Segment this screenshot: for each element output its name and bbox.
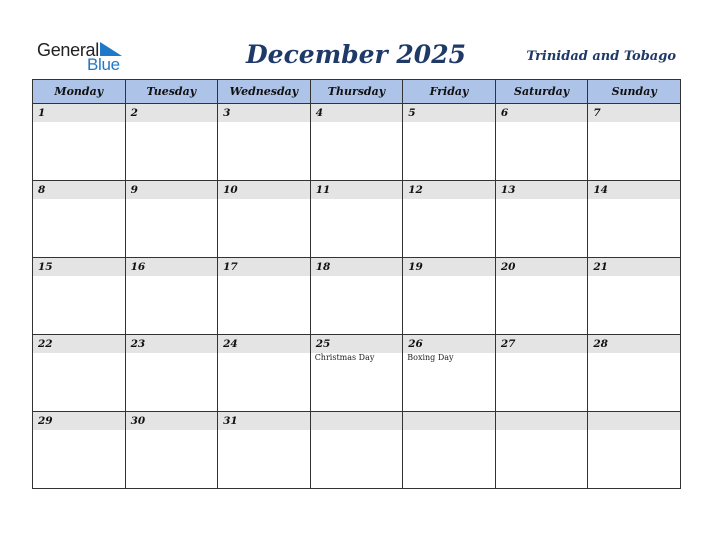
weekday-header: Saturday — [495, 80, 588, 104]
calendar-grid — [32, 79, 681, 489]
day-number: 27 — [496, 335, 588, 353]
day-number: 2 — [126, 104, 218, 122]
day-number: 23 — [126, 335, 218, 353]
day-number: 15 — [33, 258, 125, 276]
calendar-day-cell — [33, 258, 126, 335]
calendar-day-cell — [403, 412, 496, 489]
day-number: 26 — [403, 335, 495, 353]
day-number: 20 — [496, 258, 588, 276]
calendar-day-cell — [588, 104, 681, 181]
calendar-day-cell — [403, 335, 496, 412]
day-number: 18 — [311, 258, 403, 276]
weekday-header: Sunday — [588, 80, 681, 104]
calendar-week-row — [33, 258, 681, 335]
weekday-header: Monday — [33, 80, 126, 104]
day-number: 13 — [496, 181, 588, 199]
calendar-day-cell — [588, 335, 681, 412]
day-number: 11 — [311, 181, 403, 199]
logo-text-blue: Blue — [87, 55, 120, 74]
day-number: 1 — [33, 104, 125, 122]
day-number: 9 — [126, 181, 218, 199]
brand-logo — [37, 38, 132, 74]
calendar-day-cell — [125, 181, 218, 258]
day-number: 29 — [33, 412, 125, 430]
calendar-day-cell — [218, 258, 311, 335]
day-number: 28 — [588, 335, 680, 353]
calendar-day-cell — [495, 181, 588, 258]
calendar-day-cell — [218, 104, 311, 181]
calendar-day-cell — [310, 181, 403, 258]
day-number: 4 — [311, 104, 403, 122]
day-number: 7 — [588, 104, 680, 122]
calendar-day-cell — [125, 412, 218, 489]
day-number: 14 — [588, 181, 680, 199]
calendar-day-cell — [495, 335, 588, 412]
calendar-week-row — [33, 412, 681, 489]
calendar-day-cell — [310, 104, 403, 181]
calendar-day-cell — [218, 181, 311, 258]
weekday-header: Tuesday — [125, 80, 218, 104]
calendar-day-cell — [125, 335, 218, 412]
day-number — [588, 412, 680, 430]
calendar-day-cell — [310, 412, 403, 489]
day-number: 16 — [126, 258, 218, 276]
day-number: 30 — [126, 412, 218, 430]
flag-triangle-icon — [100, 42, 122, 56]
day-number: 22 — [33, 335, 125, 353]
logo-text-general: General — [37, 40, 99, 60]
calendar-day-cell — [403, 258, 496, 335]
day-number: 21 — [588, 258, 680, 276]
day-number: 6 — [496, 104, 588, 122]
calendar-day-cell — [495, 412, 588, 489]
weekday-header: Friday — [403, 80, 496, 104]
calendar-day-cell — [588, 258, 681, 335]
calendar-day-cell — [33, 335, 126, 412]
calendar-day-cell — [33, 104, 126, 181]
calendar-day-cell — [495, 258, 588, 335]
day-number: 17 — [218, 258, 310, 276]
day-number: 12 — [403, 181, 495, 199]
calendar-week-row — [33, 181, 681, 258]
calendar-week-row — [33, 335, 681, 412]
day-number: 31 — [218, 412, 310, 430]
day-number: 10 — [218, 181, 310, 199]
day-number — [403, 412, 495, 430]
day-number: 25 — [311, 335, 403, 353]
holiday-label: Boxing Day — [407, 353, 454, 362]
calendar-day-cell — [495, 104, 588, 181]
day-number: 8 — [33, 181, 125, 199]
weekday-header-row — [33, 80, 681, 104]
day-number — [496, 412, 588, 430]
calendar-day-cell — [588, 412, 681, 489]
calendar-day-cell — [125, 104, 218, 181]
calendar-day-cell — [218, 335, 311, 412]
calendar-day-cell — [403, 104, 496, 181]
calendar-day-cell — [125, 258, 218, 335]
calendar-title: December 2025 — [245, 40, 466, 69]
calendar-week-row — [33, 104, 681, 181]
day-number: 24 — [218, 335, 310, 353]
calendar-day-cell — [310, 335, 403, 412]
country-name: Trinidad and Tobago — [526, 49, 676, 64]
calendar-day-cell — [588, 181, 681, 258]
weekday-header: Thursday — [310, 80, 403, 104]
day-number: 3 — [218, 104, 310, 122]
day-number: 5 — [403, 104, 495, 122]
calendar-day-cell — [33, 412, 126, 489]
weekday-header: Wednesday — [218, 80, 311, 104]
calendar-day-cell — [310, 258, 403, 335]
calendar-day-cell — [218, 412, 311, 489]
calendar-day-cell — [33, 181, 126, 258]
calendar-day-cell — [403, 181, 496, 258]
holiday-label: Christmas Day — [314, 353, 375, 362]
day-number: 19 — [403, 258, 495, 276]
day-number — [311, 412, 403, 430]
